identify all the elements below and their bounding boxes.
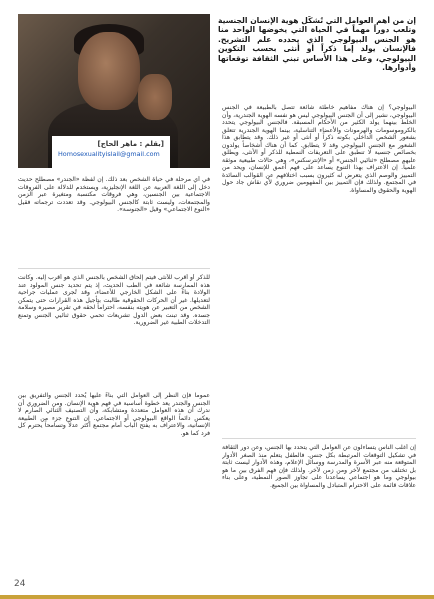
left-mid-column (18, 274, 210, 386)
photo-figure-head (78, 32, 140, 110)
lead-paragraph: إن من أهم العوامل التي تُشكّل هوية الإنسان الجنسية وتلعب دوراً مهماً في الحياة التي يخوضها الواحد منا هو الجنس البيولوجي الذي يحدده علم التشريح. فالإنسان يولد إما ذكراً أو أنثى بحسب التكوين البيولوجي، وعلى هذا الأساس تبني الثقافة توقعاتها وأدوارها. (218, 16, 416, 73)
author-email[interactable]: Homosexualityislail@gmail.com (58, 150, 160, 158)
left-divider (18, 268, 210, 269)
author-name: [بقلم : ماهر الحاج] (97, 140, 164, 148)
left-lower-paragraph: عموماً فإن النظر إلى العوامل التي بناءً عليها يُحدد الجنس والتفريق بين الجنس والجندر يعد خطوة أساسية في فهم هوية الإنسان. ومن الضروري أن ندرك أن هذه العوامل متعددة ومتشابكة، وأن التصنيف الثنائي الصارم لا يعكس دائماً الواقع البيولوجي أو الاجتماعي. إن التنوع جزء من الطبيعة الإنسانية، والاعتراف به يفتح الباب أمام مجتمع أكثر عدلاً وتسامحاً يحترم كل فرد كما هو. (18, 392, 210, 437)
right-main-paragraph: البيولوجي؟ إن هناك مفاهيم خاطئة شائعة تتصل بالطبيعة في الجنس البيولوجي، نشير إلى أن الجنس البيولوجي ليس هو نفسه الهوية الجندرية، وأن الخلط بينهما يولد الكثير من الأحكام المسبقة. فالجنس البيولوجي يتحدد بالكروموسومات والهرمونات والأعضاء التناسلية، بينما الهوية الجندرية تتعلق بشعور الشخص الداخلي بكونه ذكراً أو أنثى أو غير ذلك. وقد يتطابق هذا الشعور مع الجنس البيولوجي وقد لا يتطابق. كما أن هناك أشخاصاً يولدون بخصائص جنسية لا تنطبق على التعريفات النمطية للذكر أو الأنثى، ويطلق عليهم مصطلح «ثنائيي الجنس» أو «الإنترسكس»، وهي حالات طبيعية موثقة علمياً. إن الاعتراف بهذا التنوع يساعد على فهم أعمق للإنسان، ويحد من التمييز والوصم الذي يتعرض له كثيرون بسبب اختلافهم عن القوالب السائدة في المجتمع. ولذلك فإن التمييز بين المفهومين ضروري لأي نقاش جاد حول الهوية والحقوق والمساواة. (222, 104, 416, 195)
author-photo (18, 14, 210, 168)
left-lower-column (18, 392, 210, 572)
page-number: 24 (14, 579, 26, 589)
right-bottom-column (222, 444, 416, 574)
left-mid-paragraph: للذكر أو أقرب للأنثى فيتم إلحاق الشخص بالجنس الذي هو أقرب إليه. وكانت هذه الممارسة شائعة في الطب الحديث، إذ يتم تحديد جنس المولود عند الولادة بناءً على الشكل الخارجي للأعضاء، وقد تُجرى عمليات جراحية لتعديلها. غير أن الحركات الحقوقية طالبت بتأجيل هذه القرارات حتى يتمكن الشخص من التعبير عن هويته بنفسه، احتراماً لحقه في تقرير مصيره وسلامة جسده. وقد تبنت بعض الدول تشريعات تحمي حقوق ثنائيي الجنس وتمنع التدخلات الطبية غير الضرورية. (18, 274, 210, 327)
right-bottom-paragraph: إن أغلب الناس يتساءلون عن العوامل التي يتحدد بها الجنس، وعن دور الثقافة في تشكيل التوقعات المرتبطة بكل جنس. فالطفل يتعلم منذ الصغر الأدوار المتوقعة منه عبر الأسرة والمدرسة ووسائل الإعلام، وهذه الأدوار ليست ثابتة بل تختلف من مجتمع لآخر ومن زمن لآخر. ولذلك فإن فهم الفرق بين ما هو بيولوجي وما هو اجتماعي يساعدنا على تجاوز الصور النمطية، وعلى بناء علاقات قائمة على الاحترام المتبادل والمساواة بين الجميع. (222, 444, 416, 489)
left-top-paragraph: في أي مرحلة في حياة الشخص بعد ذلك. إن لفظة «الجندر» مصطلح حديث دخل إلى اللغة العربية عن اللغة الإنجليزية، ويستخدم للدلالة على الفروقات الاجتماعية بين الجنسين، وهي فروقات مكتسبة ومتغيرة عبر الزمن والمجتمعات، وليست ثابتة كالجنس البيولوجي. وقد تعددت ترجماته فقيل «النوع الاجتماعي» وقيل «الجنوسة». (18, 176, 210, 214)
right-divider (222, 438, 416, 439)
footer-accent-bar (0, 595, 434, 599)
byline-box (52, 136, 170, 168)
lead-column (218, 16, 416, 100)
right-main-column (222, 104, 416, 434)
left-top-column (18, 176, 210, 264)
photo-figure-hand (138, 74, 172, 120)
